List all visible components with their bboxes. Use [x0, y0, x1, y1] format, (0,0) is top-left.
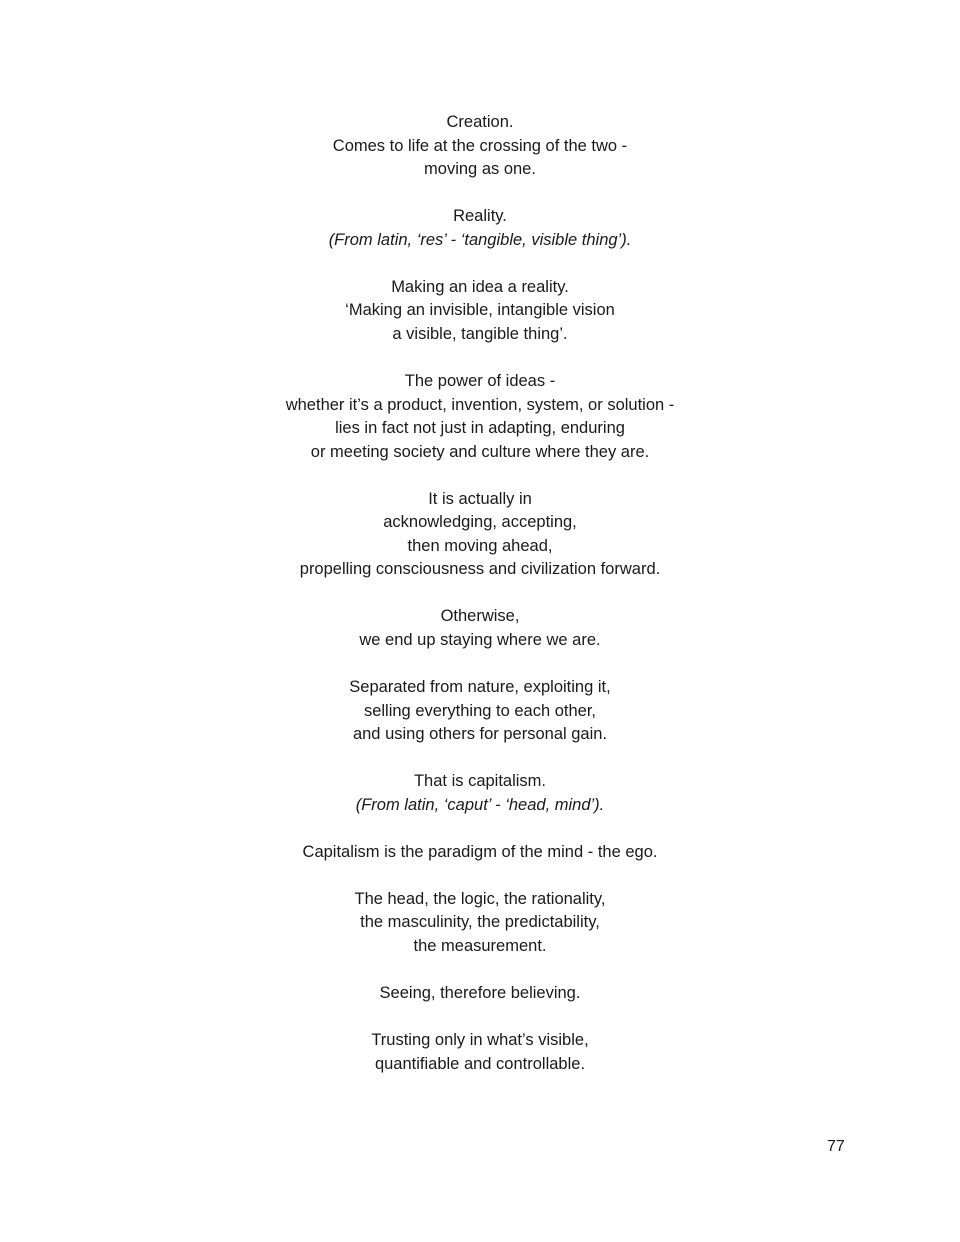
page-number: 77: [827, 1138, 845, 1155]
poem-line: quantifiable and controllable.: [374, 1054, 586, 1073]
poem-line: Otherwise,: [440, 607, 520, 626]
poem-line: ‘Making an invisible, intangible vision: [345, 301, 615, 320]
stanza: [0, 1029, 960, 1076]
stanza: [0, 370, 960, 464]
poem-line: Capitalism is the paradigm of the mind - the ego.: [302, 842, 658, 861]
poem-line: and using others for personal gain.: [352, 725, 608, 744]
stanza: [0, 488, 960, 582]
poem-line: The head, the logic, the rationality,: [354, 889, 606, 908]
poem-line: Seeing, therefore believing.: [379, 983, 581, 1002]
poem-line: the measurement.: [413, 936, 547, 955]
poem-line: Creation.: [446, 113, 514, 131]
stanza: [0, 676, 960, 747]
stanza: [0, 841, 960, 865]
poem-line: Reality.: [453, 207, 507, 226]
poem-line: we end up staying where we are.: [359, 631, 601, 650]
stanza: [0, 111, 960, 182]
poem-line: selling everything to each other,: [363, 701, 597, 720]
poem-line: whether it’s a product, invention, system, or solution -: [285, 395, 675, 414]
poem-line: a visible, tangible thing’.: [392, 324, 568, 343]
poem-line: the masculinity, the predictability,: [360, 913, 600, 932]
stanza: [0, 770, 960, 817]
stanza: [0, 205, 960, 252]
stanza: [0, 276, 960, 347]
stanza: [0, 605, 960, 652]
poem-line: It is actually in: [428, 489, 532, 508]
poem-line: moving as one.: [424, 160, 536, 179]
poem-line: Comes to life at the crossing of the two -: [332, 136, 628, 155]
poem-line: then moving ahead,: [407, 536, 553, 555]
poem-line: (From latin, ‘caput’ - ‘head, mind’).: [355, 795, 605, 814]
poem-line: Trusting only in what’s visible,: [371, 1030, 589, 1049]
poem-body: [0, 111, 960, 1100]
poem-line: Separated from nature, exploiting it,: [349, 678, 611, 697]
stanza: [0, 888, 960, 959]
stanza: [0, 982, 960, 1006]
poem-line: Making an idea a reality.: [391, 277, 569, 296]
poem-line: The power of ideas -: [404, 371, 556, 390]
poem-line: or meeting society and culture where they are.: [310, 442, 650, 461]
poem-line: acknowledging, accepting,: [383, 513, 577, 532]
poem-line: (From latin, ‘res’ - ‘tangible, visible thing’).: [328, 230, 632, 249]
poem-line: That is capitalism.: [413, 772, 547, 791]
poem-line: propelling consciousness and civilization forward.: [299, 560, 661, 579]
poem-line: lies in fact not just in adapting, enduring: [335, 419, 625, 438]
